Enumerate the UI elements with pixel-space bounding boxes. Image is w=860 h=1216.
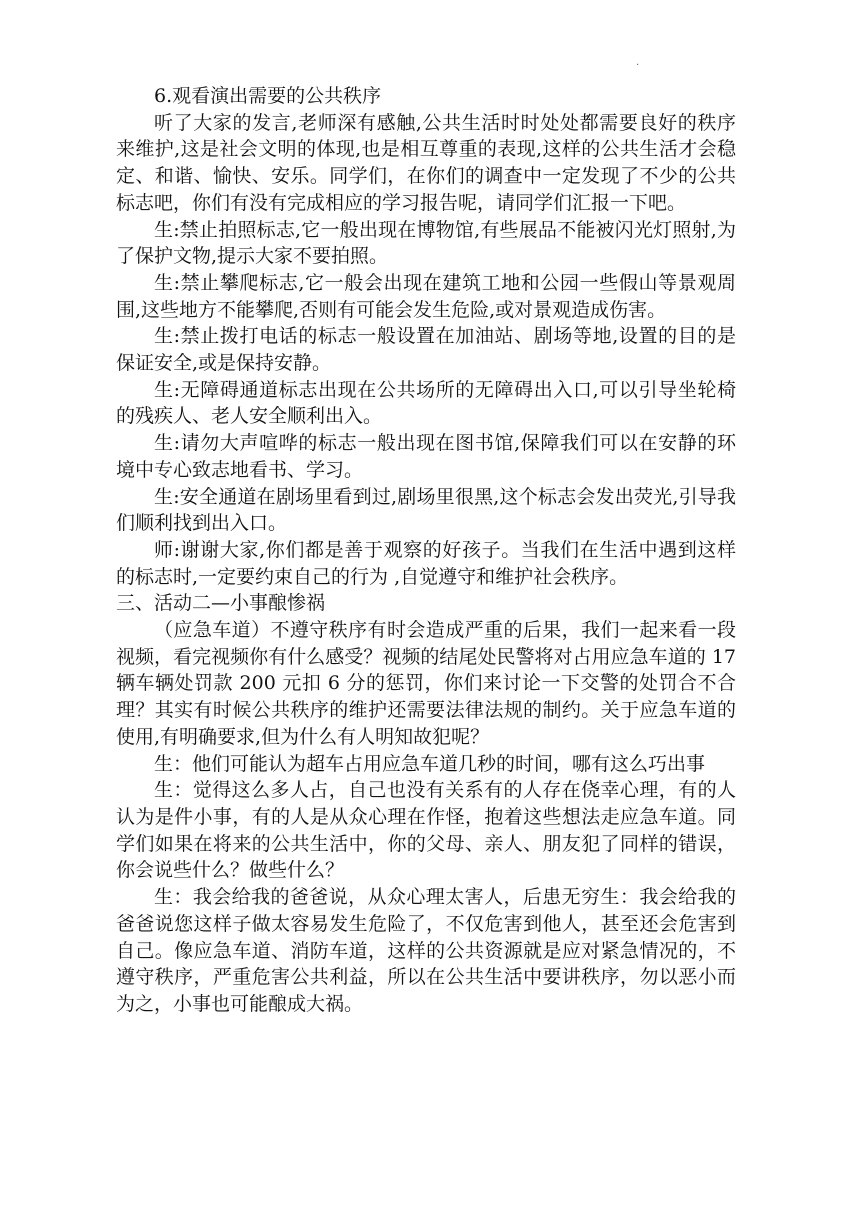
paragraph: 生:请勿大声喧哗的标志一般出现在图书馆,保障我们可以在安静的环境中专心致志地看书、学习。 [116,432,736,481]
paragraph: 生:安全通道在剧场里看到过,剧场里很黑,这个标志会发出荧光,引导我们顺利找到出入口。 [116,485,736,535]
section-heading: 6.观看演出需要的公共秩序 [154,85,382,107]
document-body [116,83,736,1018]
paragraph: 生:禁止拍照标志,它一般出现在博物馆,有些展品不能被闪光灯照射,为了保护文物,提示大家不要拍照。 [116,218,736,268]
paragraph: 生：觉得这么多人占，自己也没有关系有的人存在侥幸心理，有的人认为是件小事，有的人是从众心理在作怪，抱着这些想法走应急车道。同学们如果在将来的公共生活中，你的父母、亲人、朋友犯了同样的错误，你会说些什么？做些什么？ [116,779,736,882]
paragraph: 生:禁止攀爬标志,它一般会出现在建筑工地和公园一些假山等景观周围,这些地方不能攀爬,否则有可能会发生危险,或对景观造成伤害。 [116,271,736,321]
section-heading: 三、活动二—小事酿惨祸 [116,592,326,615]
paragraph: 生：我会给我的爸爸说，从众心理太害人，后患无穷生：我会给我的爸爸说您这样子做太容易发生危险了，不仅危害到他人，甚至还会危害到自己。像应急车道、消防车道，这样的公共资源就是应对紧急情况的，不遵守秩序，严重危害公共利益，所以在公共生活中要讲秩序，勿以恶小而为之，小事也可能酿成大祸。 [116,886,736,1015]
paragraph: 师:谢谢大家,你们都是善于观察的好孩子。当我们在生活中遇到这样的标志时,一定要约束自己的行为 ,自觉遵守和维护社会秩序。 [116,538,736,588]
paragraph: 听了大家的发言,老师深有感触,公共生活时时处处都需要良好的秩序来维护,这是社会文明的体现,也是相互尊重的表现,这样的公共生活才会稳定、和谐、愉快、安乐。同学们，在你们的调查中一定发现了不少的公共标志吧，你们有没有完成相应的学习报告呢，请同学们汇报一下吧。 [116,111,736,214]
paragraph: 生:无障碍通道标志出现在公共场所的无障碍出入口,可以引导坐轮椅的残疾人、老人安全顺利出入。 [116,378,736,428]
paragraph: 生:禁止拨打电话的标志一般设置在加油站、剧场等地,设置的目的是保证安全,或是保持安静。 [116,325,736,375]
paragraph: （应急车道）不遵守秩序有时会造成严重的后果，我们一起来看一段视频，看完视频你有什么感受？视频的结尾处民警将对占用应急车道的 17 辆车辆处罚款 200 元扣 6 分的惩罚，你们来讨论一下交警的处罚合不合理？其实有时候公共秩序的维护还需要法律法规的制约。关于应急车道的使用,有明确要求,但为什么有人明知故犯呢？ [116,619,736,748]
page-mark: · [636,60,640,71]
paragraph: 生：他们可能认为超车占用应急车道几秒的时间，哪有这么巧出事 [154,752,706,775]
